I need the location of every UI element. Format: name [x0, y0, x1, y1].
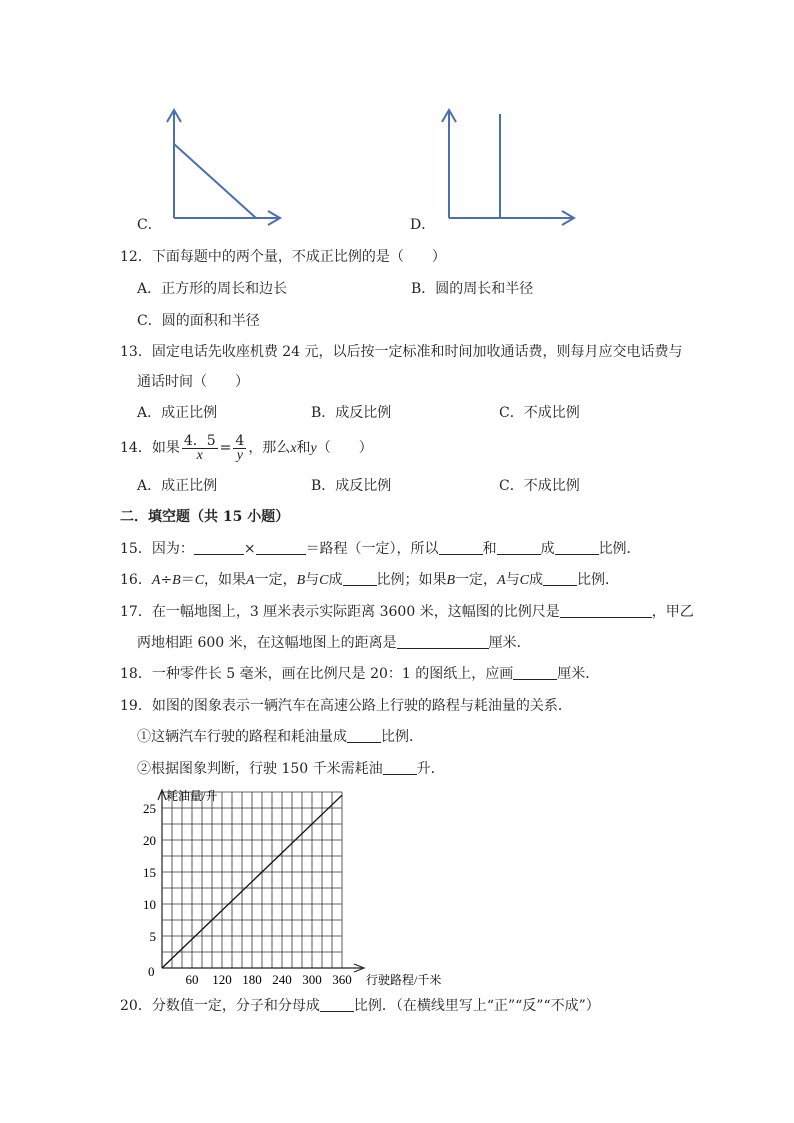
x-tick-label: 120: [212, 972, 232, 987]
q16-blank-1[interactable]: [343, 571, 377, 586]
q13-option-a: A．成正比例: [137, 405, 218, 421]
y-tick-label: 5: [149, 929, 156, 944]
q19-blank-2[interactable]: [383, 760, 417, 775]
q12-option-c: C．圆的面积和半径: [137, 313, 260, 329]
x-tick-label: 240: [272, 972, 292, 987]
q17-blank-2[interactable]: [397, 634, 489, 649]
q17-blank-1[interactable]: [560, 603, 652, 618]
q16-blank-2[interactable]: [543, 571, 577, 586]
q12-option-b: B．圆的周长和半径: [411, 281, 534, 297]
q19-blank-1[interactable]: [347, 728, 381, 743]
q15-blank-5[interactable]: [555, 540, 599, 555]
q20: 20．分数值一定，分子和分母成 比例．（在横线里写上“正”“反”“不成”）: [120, 998, 600, 1014]
chart-origin-label: 0: [148, 964, 155, 979]
graph-d-label: D．: [410, 217, 436, 233]
q15: 15．因为： × ＝路程（一定），所以 和 成 比例．: [120, 541, 641, 557]
q16: 16．A÷B＝C，如果A一定，B与C成 比例；如果B一定，A与C成 比例．: [120, 572, 619, 588]
y-tick-label: 20: [143, 833, 156, 848]
x-tick-label: 60: [185, 972, 199, 987]
q13-stem-line2: 通话时间（ ）: [137, 374, 249, 390]
q20-blank[interactable]: [320, 997, 354, 1012]
q18-blank[interactable]: [513, 665, 557, 680]
chart-ticks: [143, 801, 352, 987]
q15-blank-1[interactable]: [194, 540, 244, 555]
q14-fraction-2: $\frac{4}{y}$: [235, 432, 245, 463]
q12-option-a: A．正方形的周长和边长: [137, 281, 288, 297]
q15-blank-4[interactable]: [497, 540, 541, 555]
q14-option-b: B．成反比例: [311, 478, 392, 494]
q13-stem-line1: 13．固定电话先收座机费 24 元，以后按一定标准和时间加收通话费，则每月应交电话费与: [120, 344, 683, 360]
chart-axes: [158, 790, 364, 972]
fuel-distance-chart: [140, 788, 470, 988]
q19-stem: 19．如图的图象表示一辆汽车在高速公路上行驶的路程与耗油量的关系．: [120, 698, 572, 714]
chart-x-axis-label: 行驶路程/千米: [366, 973, 442, 987]
q15-blank-3[interactable]: [439, 540, 483, 555]
y-tick-label: 10: [143, 897, 156, 912]
x-tick-label: 180: [242, 972, 262, 987]
q15-blank-2[interactable]: [256, 540, 306, 555]
q12-stem: 12．下面每题中的两个量，不成正比例的是（ ）: [120, 249, 446, 265]
q14-option-c: C．不成比例: [499, 478, 580, 494]
q17-line2: 两地相距 600 米，在这幅地图上的距离是 厘米．: [137, 635, 531, 651]
chart-y-axis-label: 耗油量/升: [166, 789, 218, 803]
y-tick-label: 25: [143, 801, 156, 816]
graph-c: [166, 106, 286, 226]
q13-option-c: C．不成比例: [499, 405, 580, 421]
q19-sub-2: ②根据图象判断，行驶 150 千米需耗油 升．: [137, 761, 445, 777]
q19-sub-1: ①这辆汽车行驶的路程和耗油量成 比例．: [137, 729, 423, 745]
graph-c-label: C．: [137, 217, 162, 233]
graph-c-line: [174, 144, 256, 218]
q18: 18．一种零件长 5 毫米，画在比例尺是 20：1 的图纸上，应画 厘米．: [120, 666, 600, 682]
q14-prefix: 14．如果: [120, 440, 180, 456]
q13-option-b: B．成反比例: [311, 405, 392, 421]
section-2-title: 二．填空题（共 15 小题）: [120, 509, 290, 525]
y-tick-label: 15: [143, 865, 156, 880]
q17-line1: 17．在一幅地图上，3 厘米表示实际距离 3600 米，这幅图的比例尺是 ，甲乙: [120, 604, 694, 620]
graph-d: [440, 106, 580, 226]
q14-stem: 14．如果 $\frac{4.5}{x}$ = $\frac{4}{y}$ ，那么x和y（ ）: [120, 432, 373, 463]
x-tick-label: 360: [332, 972, 352, 987]
x-tick-label: 300: [302, 972, 322, 987]
q14-option-a: A．成正比例: [137, 478, 218, 494]
q14-fraction-1: $\frac{4.5}{x}$: [183, 432, 216, 463]
